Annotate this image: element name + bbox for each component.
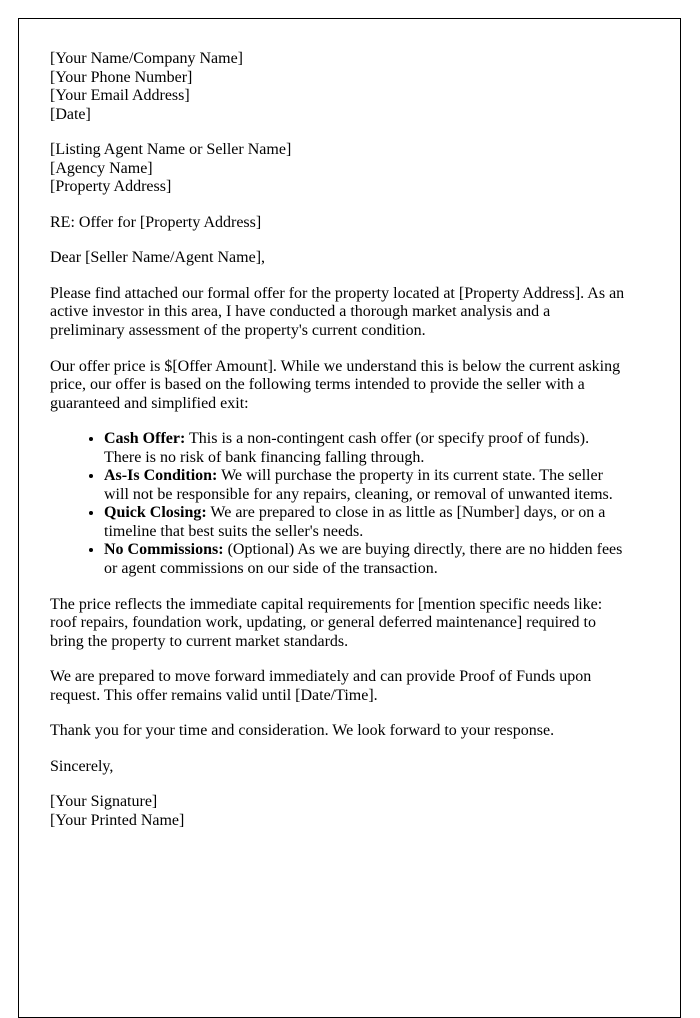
sender-name: [Your Name/Company Name]	[50, 50, 244, 67]
term-text: (Optional) As we are buying directly, there are no hidden fees or agent commissions on our side of the transaction.	[104, 541, 623, 578]
term-quick-closing	[104, 504, 628, 541]
closing: Sincerely,	[50, 757, 114, 775]
letter-date: [Date]	[50, 105, 91, 123]
paragraph-offer-price: Our offer price is $[Offer Amount]. While we understand this is below the current asking price, our offer is based on the following terms intended to provide the seller with a guaranteed and simplified exit:	[50, 357, 621, 412]
term-text: We are prepared to close in as little as [Number] days, or on a timeline that best suits the seller's needs.	[104, 504, 606, 540]
sender-email: [Your Email Address]	[50, 87, 190, 105]
term-text: We will purchase the property in its current state. The seller will not be responsible for any repairs, cleaning, or removal of unwanted items.	[104, 467, 613, 503]
paragraph-thanks: Thank you for your time and consideration. We look forward to your response.	[50, 722, 555, 740]
term-label: Quick Closing:	[104, 504, 207, 522]
term-label: As-Is Condition:	[104, 467, 218, 485]
recipient-block	[50, 141, 628, 197]
sender-block	[50, 50, 628, 124]
term-text: This is a non-contingent cash offer (or specify proof of funds). There is no risk of bank financing falling through.	[104, 430, 590, 466]
letter-page	[18, 18, 681, 1018]
recipient-agency: [Agency Name]	[50, 159, 153, 177]
term-as-is-condition	[104, 467, 628, 504]
subject-line: RE: Offer for [Property Address]	[50, 213, 262, 231]
salutation: Dear [Seller Name/Agent Name],	[50, 249, 266, 267]
recipient-name: [Listing Agent Name or Seller Name]	[50, 141, 292, 159]
paragraph-proof-of-funds: We are prepared to move forward immediately and can provide Proof of Funds upon request. This offer remains valid until [Date/Time].	[50, 668, 592, 704]
term-cash-offer	[104, 430, 628, 467]
paragraph-price-reflects: The price reflects the immediate capital requirements for [mention specific needs like: roof repairs, foundation work, updating, or general deferred maintenance] required to bring the property to current market standards.	[50, 595, 603, 650]
term-no-commissions	[104, 541, 628, 578]
term-label: No Commissions:	[104, 541, 224, 559]
offer-terms-list	[50, 430, 628, 578]
signature-placeholder: [Your Signature]	[50, 793, 158, 811]
term-label: Cash Offer:	[104, 430, 186, 448]
recipient-address: [Property Address]	[50, 178, 172, 196]
sender-phone: [Your Phone Number]	[50, 68, 193, 86]
signature-block	[50, 793, 628, 830]
printed-name-placeholder: [Your Printed Name]	[50, 811, 185, 829]
paragraph-intro: Please find attached our formal offer for the property located at [Property Address]. As an active investor in this area, I have conducted a thorough market analysis and a preliminary assessment of the property's current condition.	[50, 284, 625, 340]
